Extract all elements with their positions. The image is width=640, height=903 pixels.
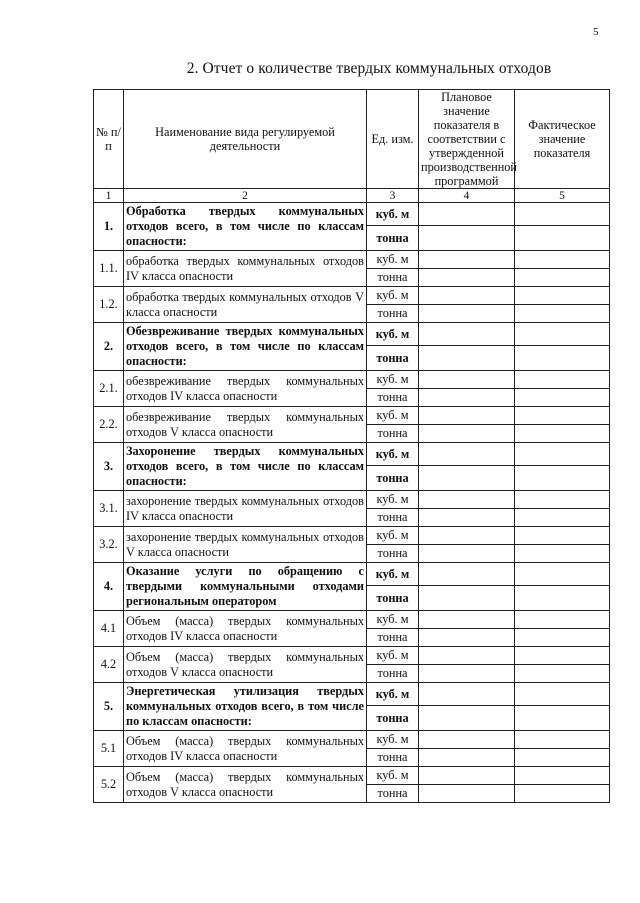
row-number: 5.1 <box>94 731 124 767</box>
planned-value-cell <box>419 509 515 527</box>
row-name: обезвреживание твердых коммунальных отходов V класса опасности <box>124 407 367 443</box>
planned-value-cell <box>419 323 515 346</box>
unit-volume: куб. м <box>367 527 419 545</box>
unit-volume: куб. м <box>367 287 419 305</box>
actual-value-cell <box>515 731 610 749</box>
actual-value-cell <box>515 706 610 731</box>
row-name: Объем (масса) твердых коммунальных отходов IV класса опасности <box>124 731 367 767</box>
unit-mass: тонна <box>367 586 419 611</box>
column-number: 4 <box>419 189 515 203</box>
planned-value-cell <box>419 527 515 545</box>
table-row <box>94 251 610 269</box>
unit-volume: куб. м <box>367 407 419 425</box>
unit-volume: куб. м <box>367 563 419 586</box>
actual-value-cell <box>515 749 610 767</box>
unit-mass: тонна <box>367 749 419 767</box>
actual-value-cell <box>515 407 610 425</box>
actual-value-cell <box>515 527 610 545</box>
row-number: 4.1 <box>94 611 124 647</box>
unit-mass: тонна <box>367 226 419 251</box>
table-row <box>94 683 610 706</box>
actual-value-cell <box>515 269 610 287</box>
planned-value-cell <box>419 466 515 491</box>
planned-value-cell <box>419 226 515 251</box>
row-name: захоронение твердых коммунальных отходов V класса опасности <box>124 527 367 563</box>
actual-value-cell <box>515 563 610 586</box>
planned-value-cell <box>419 269 515 287</box>
unit-mass: тонна <box>367 269 419 287</box>
row-number: 5.2 <box>94 767 124 803</box>
planned-value-cell <box>419 706 515 731</box>
planned-value-cell <box>419 683 515 706</box>
unit-volume: куб. м <box>367 251 419 269</box>
unit-mass: тонна <box>367 665 419 683</box>
table-row <box>94 371 610 389</box>
header-actual: Фактическое значение показателя <box>515 90 610 189</box>
unit-volume: куб. м <box>367 611 419 629</box>
unit-mass: тонна <box>367 389 419 407</box>
unit-mass: тонна <box>367 629 419 647</box>
planned-value-cell <box>419 586 515 611</box>
unit-mass: тонна <box>367 785 419 803</box>
table-row <box>94 407 610 425</box>
planned-value-cell <box>419 203 515 226</box>
column-number: 2 <box>124 189 367 203</box>
actual-value-cell <box>515 346 610 371</box>
unit-volume: куб. м <box>367 767 419 785</box>
row-number: 1.2. <box>94 287 124 323</box>
table-row <box>94 443 610 466</box>
row-number: 3.2. <box>94 527 124 563</box>
unit-volume: куб. м <box>367 443 419 466</box>
unit-volume: куб. м <box>367 203 419 226</box>
row-number: 2. <box>94 323 124 371</box>
row-name: обработка твердых коммунальных отходов IV класса опасности <box>124 251 367 287</box>
actual-value-cell <box>515 629 610 647</box>
actual-value-cell <box>515 785 610 803</box>
planned-value-cell <box>419 731 515 749</box>
unit-mass: тонна <box>367 545 419 563</box>
row-name: обезвреживание твердых коммунальных отходов IV класса опасности <box>124 371 367 407</box>
table-row <box>94 647 610 665</box>
planned-value-cell <box>419 611 515 629</box>
planned-value-cell <box>419 305 515 323</box>
planned-value-cell <box>419 425 515 443</box>
row-name: Объем (масса) твердых коммунальных отходов IV класса опасности <box>124 611 367 647</box>
row-number: 1.1. <box>94 251 124 287</box>
table-row <box>94 767 610 785</box>
row-name: Оказание услуги по обращению с твердыми коммунальными отходами региональным оператором <box>124 563 367 611</box>
actual-value-cell <box>515 683 610 706</box>
column-number: 5 <box>515 189 610 203</box>
table-row <box>94 731 610 749</box>
unit-mass: тонна <box>367 346 419 371</box>
unit-mass: тонна <box>367 305 419 323</box>
table-row <box>94 527 610 545</box>
planned-value-cell <box>419 665 515 683</box>
planned-value-cell <box>419 629 515 647</box>
unit-volume: куб. м <box>367 683 419 706</box>
waste-report-table <box>93 89 610 803</box>
planned-value-cell <box>419 545 515 563</box>
report-body <box>94 203 610 803</box>
table-row <box>94 323 610 346</box>
row-name: Объем (масса) твердых коммунальных отходов V класса опасности <box>124 647 367 683</box>
row-number: 4. <box>94 563 124 611</box>
table-row <box>94 563 610 586</box>
header-unit: Ед. изм. <box>367 90 419 189</box>
actual-value-cell <box>515 305 610 323</box>
unit-mass: тонна <box>367 509 419 527</box>
actual-value-cell <box>515 287 610 305</box>
actual-value-cell <box>515 371 610 389</box>
row-number: 4.2 <box>94 647 124 683</box>
actual-value-cell <box>515 586 610 611</box>
row-number: 3. <box>94 443 124 491</box>
unit-volume: куб. м <box>367 323 419 346</box>
report-title: 2. Отчет о количестве твердых коммунальных отходов <box>186 60 552 77</box>
planned-value-cell <box>419 767 515 785</box>
page-number: 5 <box>593 26 599 38</box>
row-name: Обработка твердых коммунальных отходов всего, в том числе по классам опасности: <box>124 203 367 251</box>
planned-value-cell <box>419 346 515 371</box>
planned-value-cell <box>419 287 515 305</box>
actual-value-cell <box>515 466 610 491</box>
unit-volume: куб. м <box>367 371 419 389</box>
planned-value-cell <box>419 563 515 586</box>
planned-value-cell <box>419 785 515 803</box>
row-name: Энергетическая утилизация твердых коммунальных отходов всего, в том числе по классам опасности: <box>124 683 367 731</box>
row-number: 2.1. <box>94 371 124 407</box>
unit-mass: тонна <box>367 425 419 443</box>
planned-value-cell <box>419 407 515 425</box>
actual-value-cell <box>515 611 610 629</box>
header-planned: Плановое значение показателя в соответствии с утвержденной производственной программой <box>419 90 515 189</box>
actual-value-cell <box>515 647 610 665</box>
actual-value-cell <box>515 509 610 527</box>
actual-value-cell <box>515 251 610 269</box>
unit-volume: куб. м <box>367 731 419 749</box>
unit-volume: куб. м <box>367 491 419 509</box>
row-name: Обезвреживание твердых коммунальных отходов всего, в том числе по классам опасности: <box>124 323 367 371</box>
planned-value-cell <box>419 647 515 665</box>
actual-value-cell <box>515 665 610 683</box>
table-row <box>94 611 610 629</box>
unit-mass: тонна <box>367 706 419 731</box>
planned-value-cell <box>419 749 515 767</box>
actual-value-cell <box>515 443 610 466</box>
actual-value-cell <box>515 767 610 785</box>
header-num: № п/п <box>94 90 124 189</box>
planned-value-cell <box>419 491 515 509</box>
planned-value-cell <box>419 251 515 269</box>
actual-value-cell <box>515 226 610 251</box>
header-name: Наименование вида регулируемой деятельности <box>124 90 367 189</box>
planned-value-cell <box>419 371 515 389</box>
row-name: захоронение твердых коммунальных отходов IV класса опасности <box>124 491 367 527</box>
unit-volume: куб. м <box>367 647 419 665</box>
table-row <box>94 491 610 509</box>
row-number: 3.1. <box>94 491 124 527</box>
table-row <box>94 287 610 305</box>
actual-value-cell <box>515 323 610 346</box>
row-number: 5. <box>94 683 124 731</box>
unit-mass: тонна <box>367 466 419 491</box>
planned-value-cell <box>419 389 515 407</box>
table-row <box>94 203 610 226</box>
row-name: Захоронение твердых коммунальных отходов всего, в том числе по классам опасности: <box>124 443 367 491</box>
actual-value-cell <box>515 389 610 407</box>
actual-value-cell <box>515 545 610 563</box>
row-name: Объем (масса) твердых коммунальных отходов V класса опасности <box>124 767 367 803</box>
actual-value-cell <box>515 203 610 226</box>
planned-value-cell <box>419 443 515 466</box>
row-number: 1. <box>94 203 124 251</box>
column-number: 1 <box>94 189 124 203</box>
row-name: обработка твердых коммунальных отходов V класса опасности <box>124 287 367 323</box>
actual-value-cell <box>515 425 610 443</box>
column-number: 3 <box>367 189 419 203</box>
actual-value-cell <box>515 491 610 509</box>
row-number: 2.2. <box>94 407 124 443</box>
